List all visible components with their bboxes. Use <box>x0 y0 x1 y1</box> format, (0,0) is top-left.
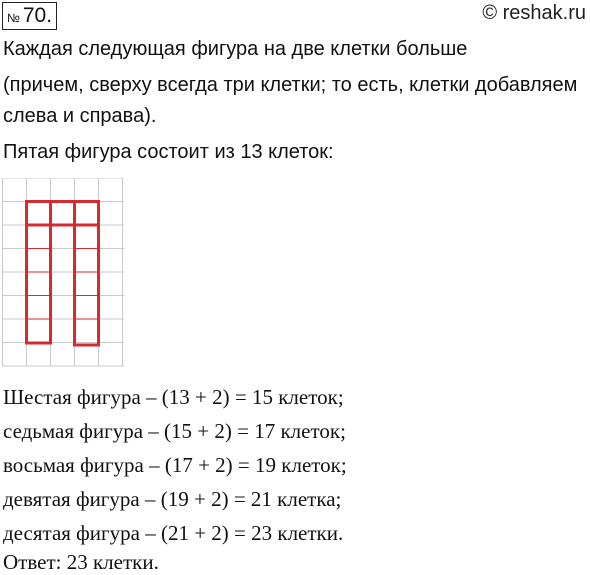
calc-line-7: седьмая фигура – (15 + 2) = 17 клеток; <box>3 419 346 443</box>
figure-svg <box>2 178 127 368</box>
figure-cells <box>27 202 99 346</box>
left-leg-outline <box>27 225 51 343</box>
right-leg-outline <box>75 225 99 345</box>
figure-diagram <box>2 178 127 373</box>
problem-number-box <box>2 2 57 30</box>
calc-line-8: восьмая фигура – (17 + 2) = 19 клеток; <box>3 453 347 477</box>
intro-line-2: (причем, сверху всегда три клетки; то есть, клетки добавляем <box>3 74 578 96</box>
site-watermark: © reshak.ru <box>482 2 586 24</box>
calc-line-9: девятая фигура – (19 + 2) = 21 клетка; <box>3 487 342 511</box>
intro-line-1: Каждая следующая фигура на две клетки больше <box>3 38 468 60</box>
calc-line-10: десятая фигура – (21 + 2) = 23 клетки. <box>3 521 344 545</box>
intro-line-3: слева и справа). <box>3 105 157 127</box>
number-sign: № <box>7 11 20 25</box>
intro-line-4: Пятая фигура состоит из 13 клеток: <box>3 141 334 163</box>
problem-number: 70. <box>22 4 53 27</box>
top-row-outline <box>27 202 99 226</box>
leg-cell-dividers <box>27 249 99 320</box>
background-grid <box>2 178 124 366</box>
answer-line: Ответ: 23 клетки. <box>3 550 159 574</box>
calc-line-6: Шестая фигура – (13 + 2) = 15 клеток; <box>3 385 344 409</box>
